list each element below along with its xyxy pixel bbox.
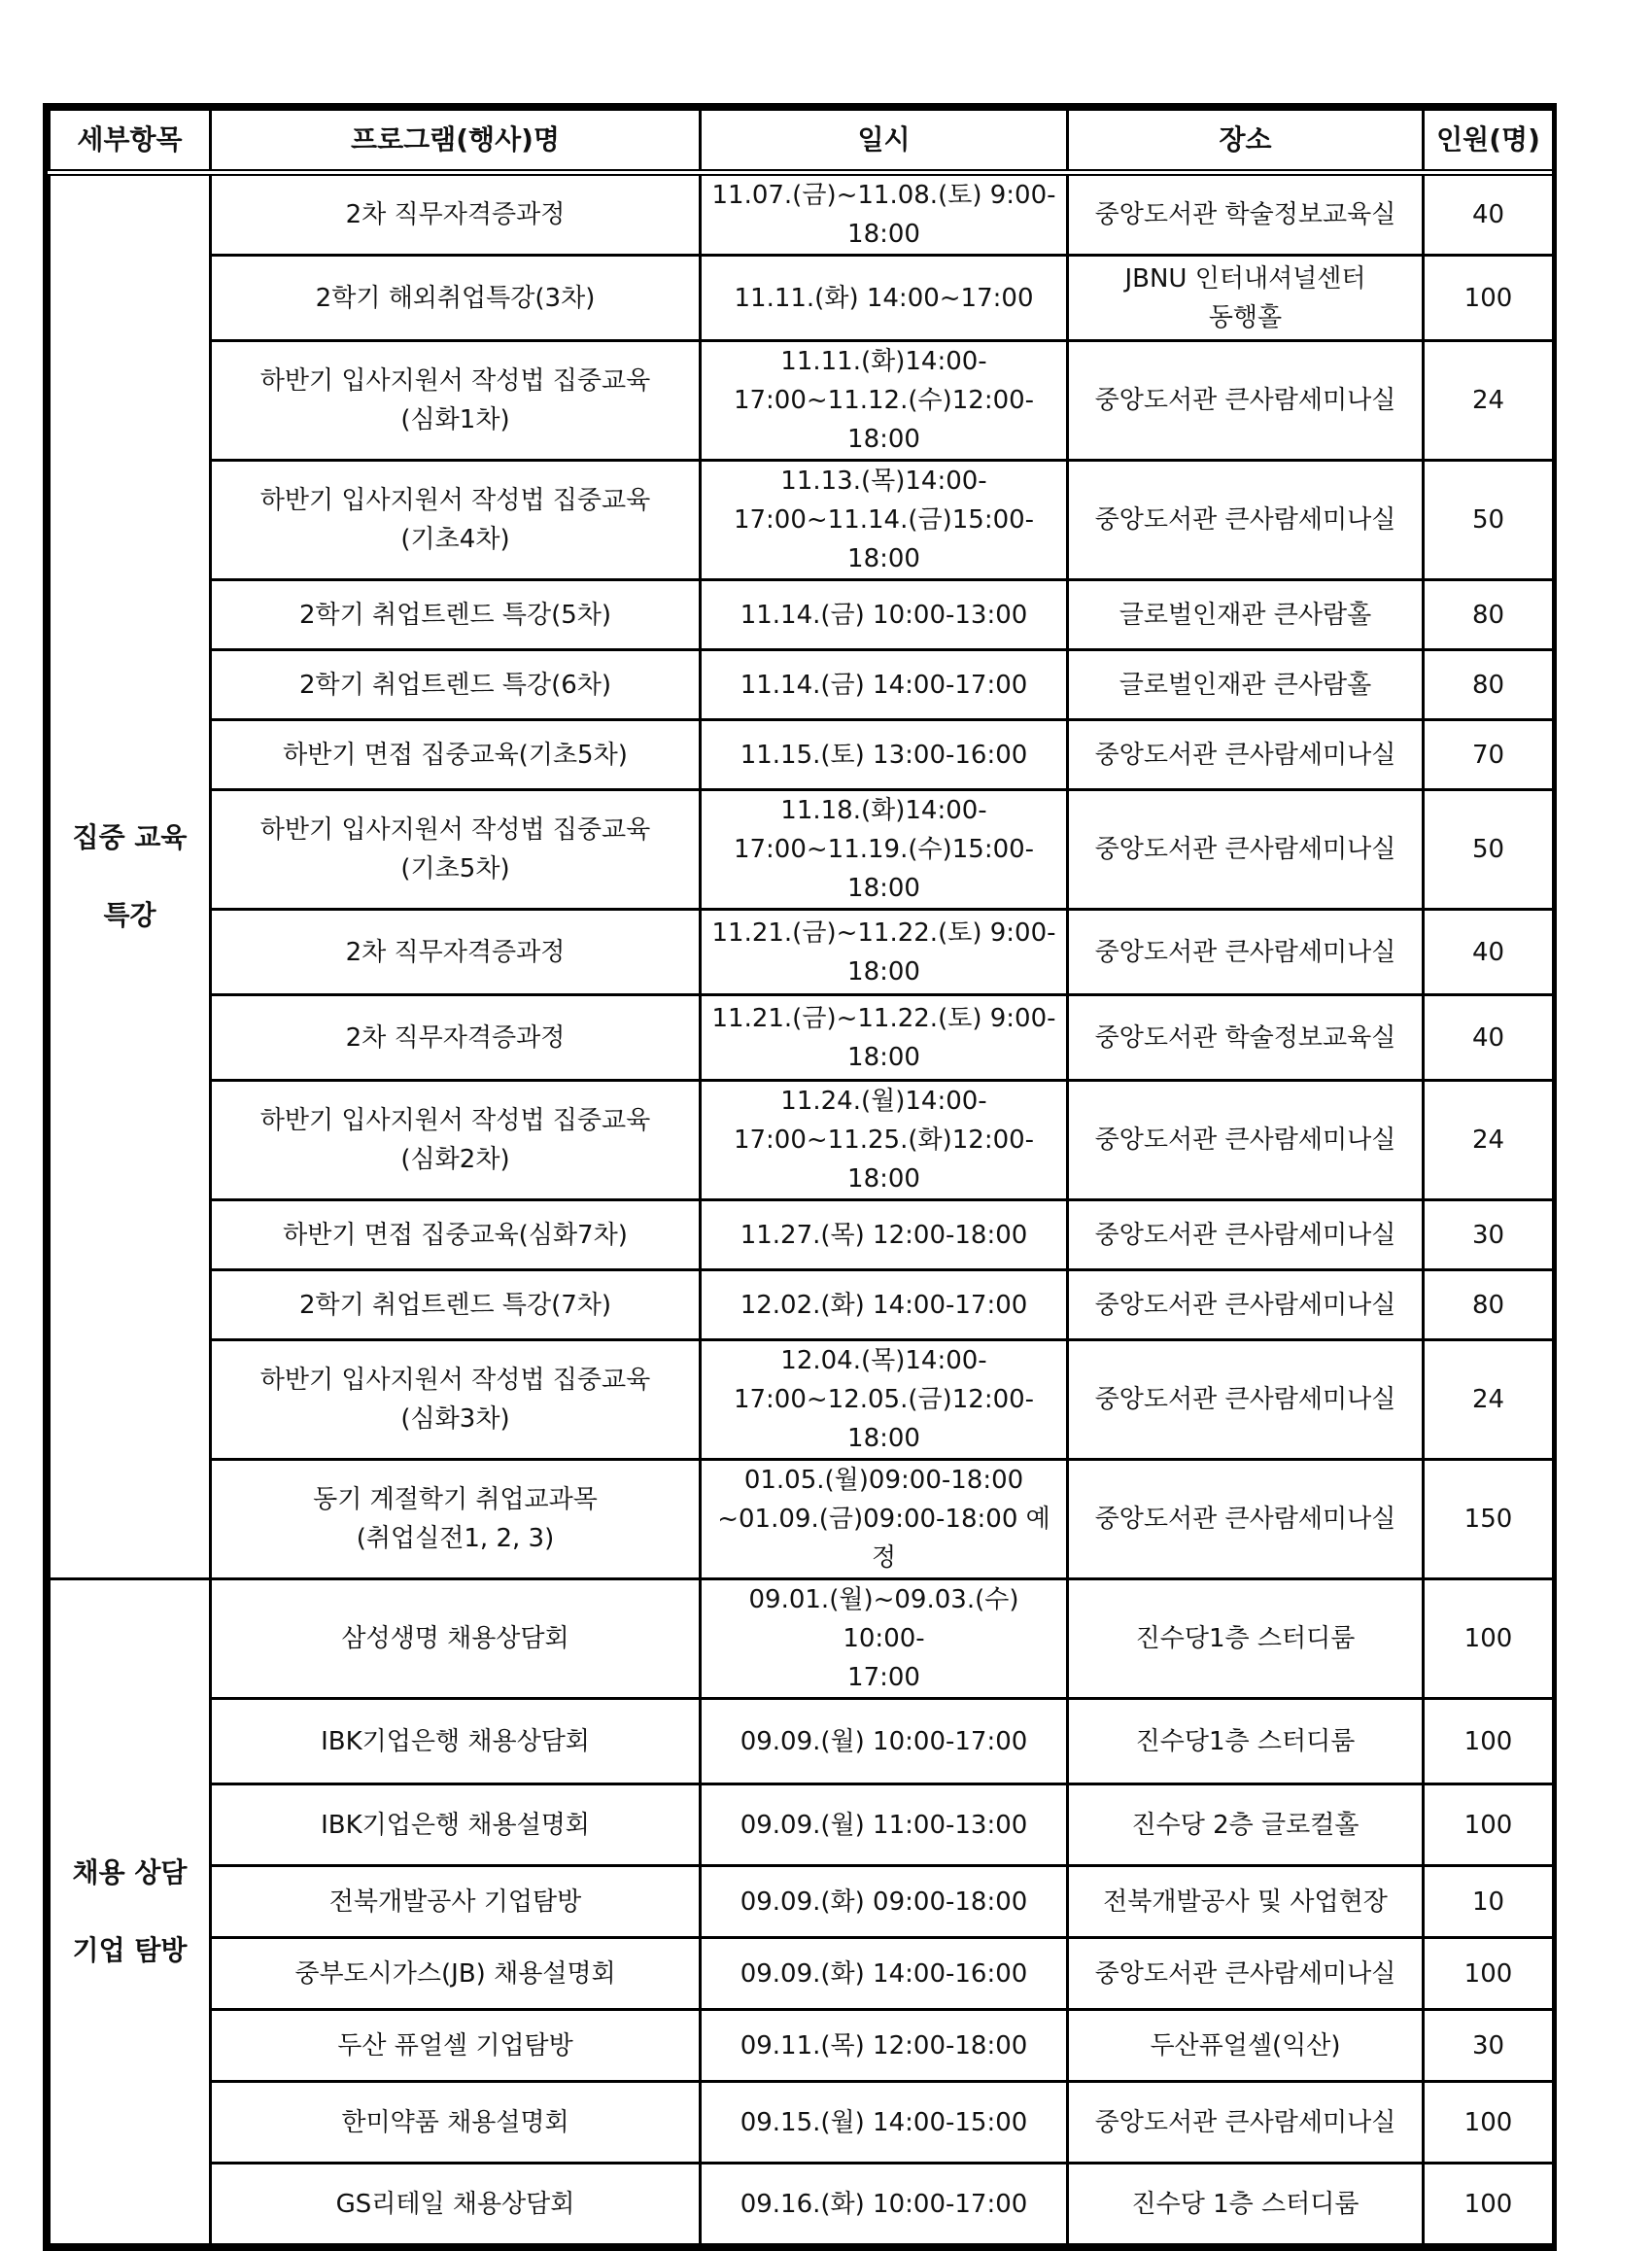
place-cell-text: 중앙도서관 학술정보교육실 [1094, 200, 1396, 229]
program-cell-text: GS리테일 채용상담회 [335, 2189, 575, 2219]
count-cell [1424, 720, 1554, 790]
count-cell-text: 24 [1471, 1385, 1505, 1414]
header-datetime: 일시 [701, 110, 1068, 173]
count-cell [1424, 1784, 1554, 1866]
place-cell [1068, 995, 1424, 1081]
program-cell [211, 1460, 701, 1579]
place-cell [1068, 1340, 1424, 1460]
program-cell [211, 650, 701, 720]
count-cell-text: 80 [1471, 1290, 1505, 1320]
place-cell [1068, 2082, 1424, 2164]
program-cell [211, 341, 701, 461]
program-cell-text: 두산 퓨얼셀 기업탐방 [337, 2030, 573, 2061]
place-cell [1068, 256, 1424, 341]
place-cell [1068, 1200, 1424, 1270]
count-cell [1424, 1699, 1554, 1784]
program-cell [211, 580, 701, 650]
program-cell [211, 2010, 701, 2082]
header-place: 장소 [1068, 110, 1424, 173]
program-cell [211, 461, 701, 580]
datetime-cell-text: 11.11.(화) 14:00~17:00 [734, 283, 1034, 313]
count-cell [1424, 1938, 1554, 2010]
place-cell-text: 진수당 2층 글로컬홀 [1131, 1810, 1359, 1840]
datetime-cell-text: 11.24.(월)14:00- 17:00~11.25.(화)12:00-18:00 [733, 1087, 1035, 1194]
program-cell [211, 1699, 701, 1784]
datetime-cell [701, 910, 1068, 995]
datetime-cell-text: 11.15.(토) 13:00-16:00 [740, 740, 1028, 770]
table-row [50, 720, 1554, 790]
datetime-cell [701, 790, 1068, 910]
program-cell-text: 중부도시가스(JB) 채용설명회 [294, 1958, 616, 1989]
place-cell [1068, 341, 1424, 461]
datetime-cell-text: 11.14.(금) 10:00-13:00 [740, 600, 1028, 630]
count-cell-text: 100 [1463, 283, 1513, 313]
count-cell [1424, 2082, 1554, 2164]
program-cell-text: 하반기 면접 집중교육(기초5차) [283, 740, 628, 770]
header-program: 프로그램(행사)명 [211, 110, 701, 173]
datetime-cell-text: 11.14.(금) 14:00-17:00 [740, 670, 1028, 700]
count-cell [1424, 341, 1554, 461]
table-row [50, 910, 1554, 995]
count-cell-text: 100 [1463, 1958, 1513, 1989]
datetime-cell-text: 11.21.(금)~11.22.(토) 9:00- 18:00 [711, 918, 1056, 987]
place-cell [1068, 1866, 1424, 1938]
place-cell-text: 전북개발공사 및 사업현장 [1103, 1887, 1388, 1917]
datetime-cell-text: 11.11.(화)14:00- 17:00~11.12.(수)12:00-18:00 [733, 347, 1035, 454]
count-cell [1424, 995, 1554, 1081]
datetime-cell-text: 09.09.(화) 09:00-18:00 [740, 1887, 1028, 1917]
place-cell-text: 중앙도서관 큰사람세미나실 [1094, 1505, 1396, 1534]
place-cell-text: 중앙도서관 큰사람세미나실 [1094, 835, 1396, 864]
place-cell-text: 글로벌인재관 큰사람홀 [1119, 670, 1372, 700]
datetime-cell [701, 1081, 1068, 1200]
datetime-cell [701, 2082, 1068, 2164]
count-cell [1424, 1460, 1554, 1579]
table-row [50, 341, 1554, 461]
program-cell-text: 2차 직무자격증과정 [345, 1022, 566, 1053]
place-cell-text: 중앙도서관 큰사람세미나실 [1094, 1958, 1396, 1989]
datetime-cell [701, 720, 1068, 790]
program-cell [211, 2164, 701, 2245]
place-cell-text: 진수당1층 스터디룸 [1135, 1624, 1356, 1653]
place-cell-text: 중앙도서관 학술정보교육실 [1094, 1022, 1396, 1053]
place-cell [1068, 2164, 1424, 2245]
count-cell [1424, 910, 1554, 995]
count-cell-text: 30 [1471, 2030, 1505, 2061]
datetime-cell [701, 461, 1068, 580]
count-cell-text: 80 [1471, 600, 1505, 630]
count-cell-text: 30 [1471, 1220, 1505, 1250]
datetime-cell [701, 1460, 1068, 1579]
program-cell [211, 173, 701, 256]
count-cell-text: 50 [1471, 835, 1505, 864]
program-cell-text: 2학기 취업트렌드 특강(7차) [298, 1290, 612, 1320]
program-cell [211, 1270, 701, 1340]
datetime-cell [701, 256, 1068, 341]
program-cell [211, 995, 701, 1081]
count-cell [1424, 1340, 1554, 1460]
place-cell [1068, 2010, 1424, 2082]
program-cell-text: 전북개발공사 기업탐방 [328, 1887, 582, 1917]
table-row [50, 995, 1554, 1081]
datetime-cell-text: 09.01.(월)~09.03.(수) 10:00- 17:00 [748, 1585, 1019, 1692]
count-cell [1424, 1866, 1554, 1938]
table-row [50, 650, 1554, 720]
datetime-cell [701, 1270, 1068, 1340]
header-row [50, 110, 1554, 173]
place-cell [1068, 910, 1424, 995]
program-cell [211, 1784, 701, 1866]
program-cell-text: 동기 계절학기 취업교과목 (취업실전1, 2, 3) [313, 1485, 598, 1553]
program-cell-text: 2차 직무자격증과정 [345, 937, 566, 967]
count-cell-text: 50 [1471, 505, 1505, 535]
datetime-cell [701, 173, 1068, 256]
count-cell-text: 100 [1463, 1624, 1513, 1653]
datetime-cell [701, 341, 1068, 461]
table-row [50, 1200, 1554, 1270]
datetime-cell-text: 09.11.(목) 12:00-18:00 [740, 2030, 1028, 2061]
place-cell-text: JBNU 인터내셔널센터 동행홀 [1124, 263, 1366, 332]
place-cell-text: 중앙도서관 큰사람세미나실 [1094, 1220, 1396, 1250]
place-cell [1068, 1579, 1424, 1699]
datetime-cell [701, 995, 1068, 1081]
program-cell [211, 1866, 701, 1938]
datetime-cell [701, 1784, 1068, 1866]
count-cell [1424, 256, 1554, 341]
program-cell-text: 하반기 입사지원서 작성법 집중교육 (심화2차) [259, 1106, 651, 1174]
count-cell-text: 40 [1471, 937, 1505, 967]
count-cell [1424, 580, 1554, 650]
place-cell-text: 중앙도서관 큰사람세미나실 [1094, 505, 1396, 535]
place-cell-text: 중앙도서관 큰사람세미나실 [1094, 386, 1396, 415]
table-row [50, 1340, 1554, 1460]
count-cell-text: 40 [1471, 200, 1505, 229]
program-cell-text: 하반기 입사지원서 작성법 집중교육 (심화1차) [259, 366, 651, 434]
program-cell [211, 1938, 701, 2010]
program-cell [211, 256, 701, 341]
header-count: 인원(명) [1424, 110, 1554, 173]
datetime-cell-text: 11.07.(금)~11.08.(토) 9:00- 18:00 [711, 181, 1056, 249]
datetime-cell [701, 1938, 1068, 2010]
datetime-cell-text: 11.13.(목)14:00- 17:00~11.14.(금)15:00-18:00 [733, 467, 1035, 573]
schedule-table [48, 108, 1555, 2246]
program-cell [211, 1200, 701, 1270]
schedule-table-frame [43, 103, 1557, 2251]
program-cell [211, 790, 701, 910]
count-cell [1424, 173, 1554, 256]
table-row [50, 461, 1554, 580]
place-cell-text: 중앙도서관 큰사람세미나실 [1094, 1385, 1396, 1414]
table-row [50, 1270, 1554, 1340]
datetime-cell [701, 650, 1068, 720]
table-row [50, 173, 1554, 256]
datetime-cell-text: 09.09.(월) 10:00-17:00 [740, 1726, 1028, 1756]
count-cell-text: 24 [1471, 1126, 1505, 1155]
program-cell-text: 하반기 면접 집중교육(심화7차) [283, 1220, 628, 1250]
count-cell [1424, 1270, 1554, 1340]
program-cell-text: 2차 직무자격증과정 [345, 200, 566, 229]
count-cell [1424, 790, 1554, 910]
datetime-cell-text: 11.21.(금)~11.22.(토) 9:00- 18:00 [711, 1003, 1056, 1072]
count-cell-text: 150 [1463, 1505, 1513, 1534]
program-cell [211, 1340, 701, 1460]
table-row [50, 1699, 1554, 1784]
place-cell [1068, 1938, 1424, 2010]
program-cell-text: 2학기 취업트렌드 특강(6차) [298, 670, 612, 700]
table-row [50, 1866, 1554, 1938]
place-cell [1068, 1081, 1424, 1200]
category-label: 채용 상담 기업 탐방 [72, 1856, 188, 1966]
datetime-cell-text: 11.18.(화)14:00- 17:00~11.19.(수)15:00-18:00 [733, 796, 1035, 903]
datetime-cell-text: 11.27.(목) 12:00-18:00 [740, 1220, 1028, 1250]
program-cell [211, 1081, 701, 1200]
count-cell [1424, 1579, 1554, 1699]
place-cell [1068, 173, 1424, 256]
count-cell-text: 40 [1471, 1022, 1505, 1053]
program-cell-text: 2학기 취업트렌드 특강(5차) [298, 600, 612, 630]
count-cell-text: 24 [1471, 386, 1505, 415]
count-cell-text: 100 [1463, 1726, 1513, 1756]
datetime-cell-text: 01.05.(월)09:00-18:00 ~01.09.(금)09:00-18:00 예정 [717, 1466, 1050, 1573]
program-cell-text: 하반기 입사지원서 작성법 집중교육 (기초5차) [259, 815, 651, 883]
place-cell [1068, 461, 1424, 580]
place-cell [1068, 720, 1424, 790]
table-row [50, 1579, 1554, 1699]
place-cell [1068, 1270, 1424, 1340]
place-cell-text: 진수당 1층 스터디룸 [1131, 2189, 1359, 2219]
place-cell [1068, 1460, 1424, 1579]
datetime-cell [701, 1340, 1068, 1460]
program-cell [211, 720, 701, 790]
count-cell-text: 100 [1463, 1810, 1513, 1840]
program-cell-text: IBK기업은행 채용상담회 [321, 1726, 590, 1756]
table-row [50, 2164, 1554, 2245]
count-cell [1424, 1081, 1554, 1200]
count-cell [1424, 1200, 1554, 1270]
table-row [50, 790, 1554, 910]
place-cell [1068, 650, 1424, 720]
place-cell-text: 중앙도서관 큰사람세미나실 [1094, 1126, 1396, 1155]
program-cell-text: 삼성생명 채용상담회 [341, 1624, 569, 1653]
table-row [50, 1460, 1554, 1579]
datetime-cell [701, 2164, 1068, 2245]
place-cell-text: 글로벌인재관 큰사람홀 [1119, 600, 1372, 630]
count-cell-text: 100 [1463, 2107, 1513, 2137]
datetime-cell [701, 1579, 1068, 1699]
program-cell [211, 910, 701, 995]
count-cell [1424, 461, 1554, 580]
program-cell-text: 하반기 입사지원서 작성법 집중교육 (심화3차) [259, 1366, 651, 1434]
datetime-cell-text: 09.09.(화) 14:00-16:00 [740, 1958, 1028, 1989]
datetime-cell-text: 09.16.(화) 10:00-17:00 [740, 2189, 1028, 2219]
datetime-cell [701, 580, 1068, 650]
place-cell-text: 중앙도서관 큰사람세미나실 [1094, 2107, 1396, 2137]
count-cell-text: 10 [1471, 1887, 1505, 1917]
datetime-cell [701, 2010, 1068, 2082]
program-cell-text: 한미약품 채용설명회 [341, 2107, 569, 2137]
header-category: 세부항목 [50, 110, 211, 173]
place-cell [1068, 1699, 1424, 1784]
table-row [50, 256, 1554, 341]
program-cell-text: 2학기 해외취업특강(3차) [315, 283, 596, 313]
datetime-cell [701, 1866, 1068, 1938]
datetime-cell-text: 09.09.(월) 11:00-13:00 [740, 1810, 1028, 1840]
place-cell-text: 중앙도서관 큰사람세미나실 [1094, 1290, 1396, 1320]
place-cell-text: 중앙도서관 큰사람세미나실 [1094, 937, 1396, 967]
count-cell-text: 80 [1471, 670, 1505, 700]
count-cell [1424, 650, 1554, 720]
program-cell [211, 2082, 701, 2164]
datetime-cell-text: 09.15.(월) 14:00-15:00 [740, 2107, 1028, 2137]
table-row [50, 1938, 1554, 2010]
place-cell [1068, 1784, 1424, 1866]
table-row [50, 1784, 1554, 1866]
place-cell-text: 중앙도서관 큰사람세미나실 [1094, 740, 1396, 770]
datetime-cell-text: 12.04.(목)14:00- 17:00~12.05.(금)12:00-18:00 [733, 1346, 1035, 1453]
table-row [50, 2082, 1554, 2164]
table-row [50, 2010, 1554, 2082]
count-cell-text: 70 [1471, 740, 1505, 770]
table-row [50, 1081, 1554, 1200]
table-row [50, 580, 1554, 650]
place-cell-text: 진수당1층 스터디룸 [1135, 1726, 1356, 1756]
datetime-cell-text: 12.02.(화) 14:00-17:00 [740, 1290, 1028, 1320]
place-cell-text: 두산퓨얼셀(익산) [1150, 2030, 1341, 2061]
datetime-cell [701, 1699, 1068, 1784]
count-cell [1424, 2010, 1554, 2082]
place-cell [1068, 580, 1424, 650]
count-cell [1424, 2164, 1554, 2245]
place-cell [1068, 790, 1424, 910]
count-cell-text: 100 [1463, 2189, 1513, 2219]
category-cell [50, 173, 211, 1579]
program-cell-text: IBK기업은행 채용설명회 [321, 1810, 590, 1840]
program-cell [211, 1579, 701, 1699]
category-cell [50, 1579, 211, 2245]
program-cell-text: 하반기 입사지원서 작성법 집중교육 (기초4차) [259, 486, 651, 554]
datetime-cell [701, 1200, 1068, 1270]
category-label: 집중 교육 특강 [72, 821, 188, 931]
